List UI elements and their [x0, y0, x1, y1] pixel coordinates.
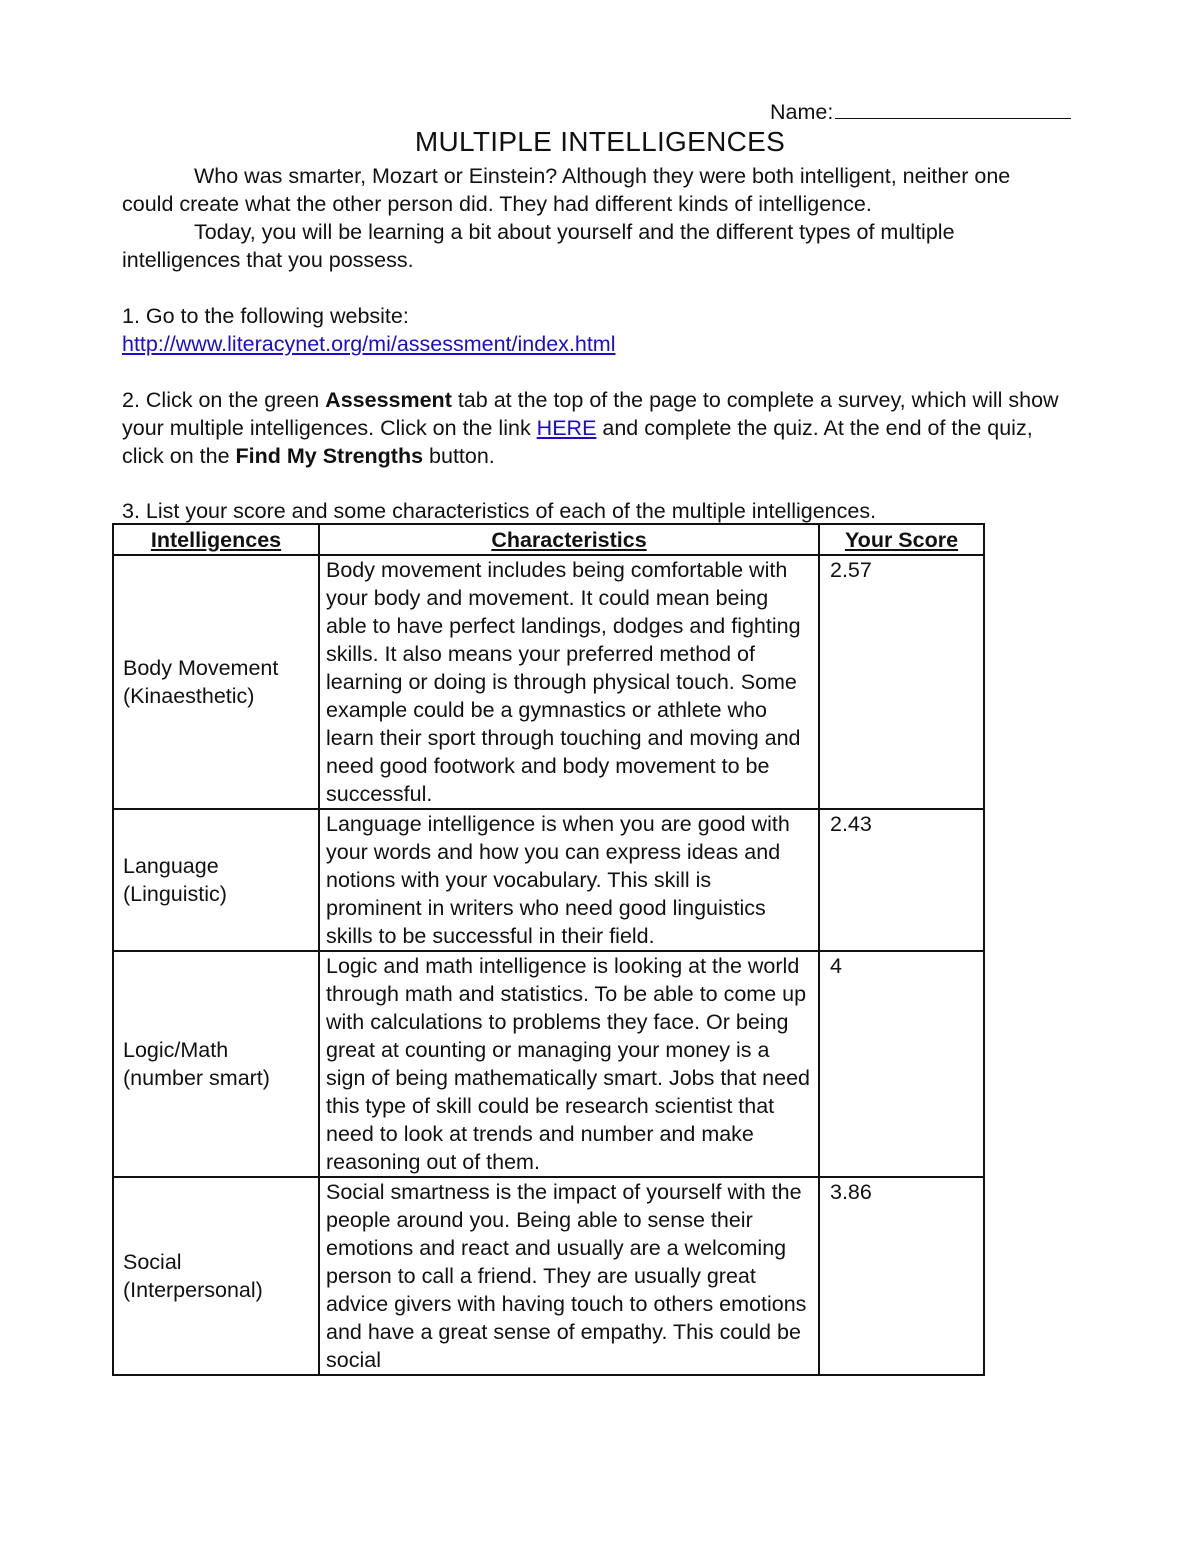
table-header-row — [113, 524, 984, 555]
intelligence-name: Body Movement — [123, 656, 279, 680]
intro-section — [122, 162, 1057, 274]
page-title: MULTIPLE INTELLIGENCES — [414, 126, 786, 157]
table-row — [113, 1177, 984, 1375]
header-score: Your Score — [819, 524, 984, 555]
step-1-text: 1. Go to the following website: — [122, 304, 409, 328]
table-row — [113, 555, 984, 809]
score-cell[interactable]: 2.43 — [819, 809, 984, 951]
intelligence-subname: (Linguistic) — [123, 882, 227, 906]
characteristics-cell[interactable]: Social smartness is the impact of yourself with the people around you. Being able to sense their emotions and react and usually are a welcoming person to call a friend. They are usually great advice givers with having touch to others emotions and have a great sense of empathy. This could be social — [319, 1177, 819, 1375]
table-row — [113, 809, 984, 951]
intelligence-name: Logic/Math — [123, 1038, 229, 1062]
instructions — [122, 302, 1072, 498]
find-my-strengths-text: Find My Strengths — [235, 444, 424, 468]
assessment-tab-text: Assessment — [325, 388, 452, 412]
intelligence-subname: (Interpersonal) — [123, 1278, 263, 1302]
name-blank-line[interactable] — [835, 96, 1071, 119]
header-characteristics: Characteristics — [319, 524, 819, 555]
score-cell[interactable]: 2.57 — [819, 555, 984, 809]
step-2-part-b: tab at the top of the page to complete a survey, which will show your multiple intelligences. Click on the link — [122, 388, 1059, 440]
intelligence-cell — [113, 951, 319, 1177]
step-2-part-d: button. — [423, 444, 495, 468]
characteristics-cell[interactable]: Language intelligence is when you are good with your words and how you can express ideas and notions with your vocabulary. This skill is prominent in writers who need good linguistics skills to be successful in their field. — [319, 809, 819, 951]
assessment-website-link[interactable]: http://www.literacynet.org/mi/assessment/index.html — [122, 332, 616, 356]
intro-paragraph-2: Today, you will be learning a bit about yourself and the different types of multiple intelligences that you possess. — [122, 220, 955, 272]
step-2-text — [122, 386, 1072, 470]
step-3-text: 3. List your score and some characteristics of each of the multiple intelligences. — [122, 499, 877, 523]
name-field[interactable] — [770, 96, 1071, 126]
header-intelligences: Intelligences — [113, 524, 319, 555]
step-2-part-a: 2. Click on the green — [122, 388, 326, 412]
characteristics-cell[interactable]: Body movement includes being comfortable with your body and movement. It could mean being able to have perfect landings, dodges and fighting skills. It also means your preferred method of learning or doing is through physical touch. Some example could be a gymnastics or athlete who learn their sport through touching and moving and need good footwork and body movement to be successful. — [319, 555, 819, 809]
here-link[interactable]: HERE — [536, 416, 597, 440]
step-2-part-c: and complete the quiz. At the end of the quiz, click on the — [122, 416, 1033, 468]
intelligence-subname: (Kinaesthetic) — [123, 684, 255, 708]
intelligence-name: Language — [123, 854, 219, 878]
intelligence-cell — [113, 555, 319, 809]
intelligence-name: Social — [123, 1250, 182, 1274]
intro-paragraph-1: Who was smarter, Mozart or Einstein? Although they were both intelligent, neither one could create what the other person did. They had different kinds of intelligence. — [122, 164, 1011, 216]
intelligences-table — [112, 523, 985, 1376]
characteristics-cell[interactable]: Logic and math intelligence is looking at the world through math and statistics. To be able to come up with calculations to problems they face. Or being great at counting or managing your money is a sign of being mathematically smart. Jobs that need this type of skill could be research scientist that need to look at trends and number and make reasoning out of them. — [319, 951, 819, 1177]
step-1-link-line — [122, 330, 1072, 358]
score-cell[interactable]: 4 — [819, 951, 984, 1177]
intelligence-cell — [113, 809, 319, 951]
name-label: Name: — [770, 100, 834, 124]
table-row — [113, 951, 984, 1177]
intelligence-subname: (number smart) — [123, 1066, 270, 1090]
score-cell[interactable]: 3.86 — [819, 1177, 984, 1375]
intelligence-cell — [113, 1177, 319, 1375]
